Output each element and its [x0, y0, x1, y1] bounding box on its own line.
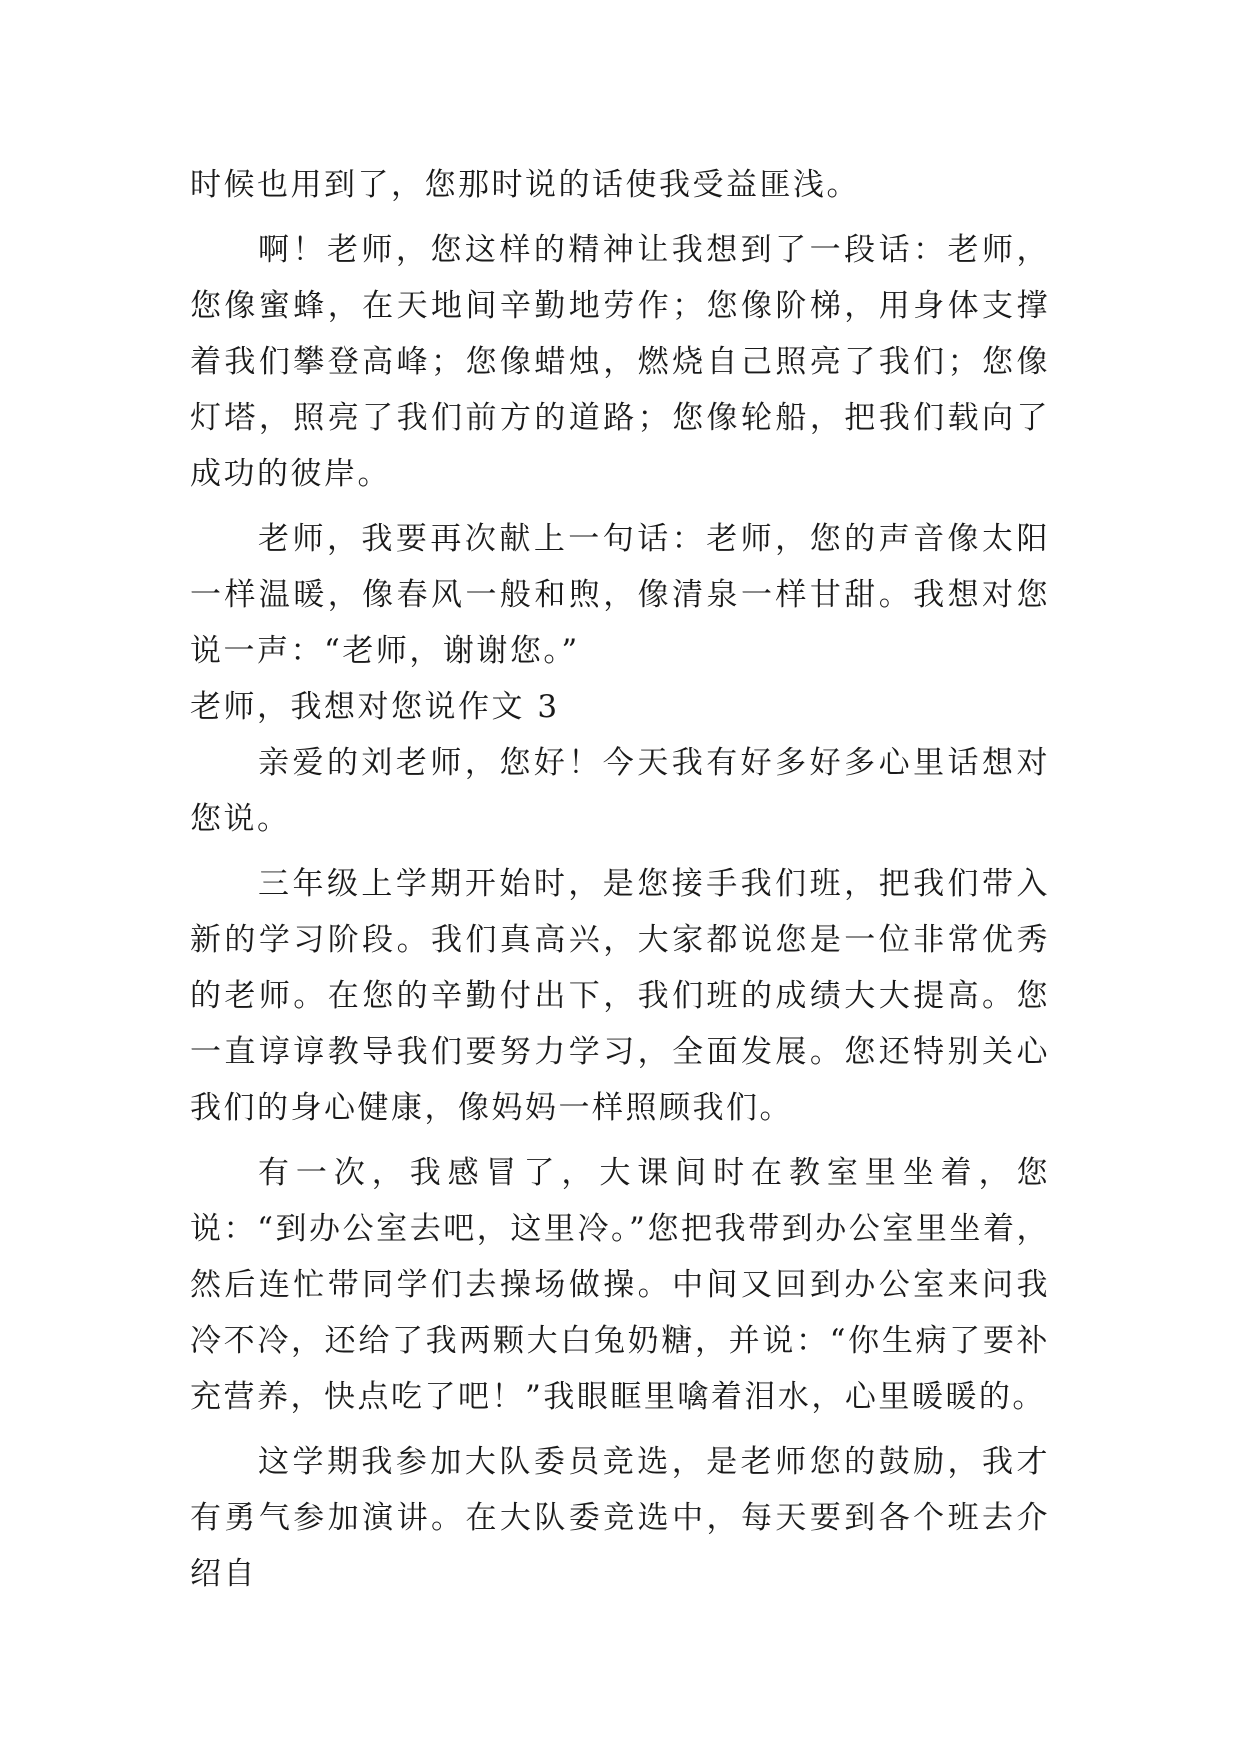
section-heading: 老师，我想对您说作文 3	[190, 689, 560, 725]
paragraph-4: 亲爱的刘老师，您好！今天我有好多好多心里话想对您说。	[190, 745, 1050, 837]
paragraph-5: 三年级上学期开始时，是您接手我们班，把我们带入新的学习阶段。我们真高兴，大家都说您是一位非常优秀的老师。在您的辛勤付出下，我们班的成绩大大提高。您一直谆谆教导我们要努力学习，全面发展。您还特别关心我们的身心健康，像妈妈一样照顾我们。	[190, 866, 1050, 1126]
paragraph-6: 有一次，我感冒了，大课间时在教室里坐着，您说：“到办公室去吧，这里冷。”您把我带到办公室里坐着，然后连忙带同学们去操场做操。中间又回到办公室来问我冷不冷，还给了我两颗大白兔奶糖，并说：“你生病了要补充营养，快点吃了吧！”我眼眶里噙着泪水，心里暖暖的。	[190, 1155, 1050, 1415]
document-body	[190, 157, 1050, 1602]
paragraph-7: 这学期我参加大队委员竞选，是老师您的鼓励，我才有勇气参加演讲。在大队委竞选中，每天要到各个班去介绍自	[190, 1444, 1050, 1592]
paragraph-1: 时候也用到了，您那时说的话使我受益匪浅。	[190, 167, 860, 203]
paragraph-3: 老师，我要再次献上一句话：老师，您的声音像太阳一样温暖，像春风一般和煦，像清泉一样甘甜。我想对您说一声：“老师，谢谢您。”	[190, 521, 1050, 669]
paragraph-2: 啊！老师，您这样的精神让我想到了一段话：老师，您像蜜蜂，在天地间辛勤地劳作；您像阶梯，用身体支撑着我们攀登高峰；您像蜡烛，燃烧自己照亮了我们；您像灯塔，照亮了我们前方的道路；您像轮船，把我们载向了成功的彼岸。	[190, 232, 1050, 492]
